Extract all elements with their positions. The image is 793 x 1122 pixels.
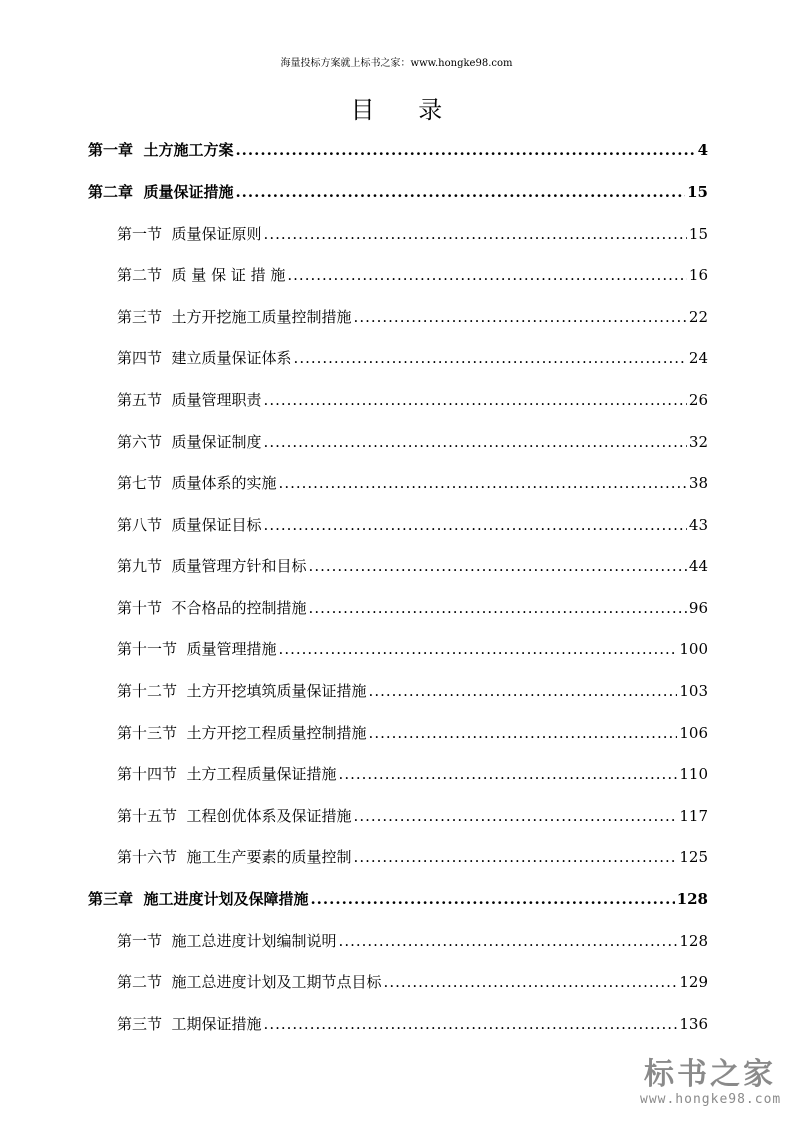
toc-label: 第十五节 工程创优体系及保证措施: [117, 807, 352, 825]
toc-entry-section[interactable]: [117, 929, 708, 953]
toc-leader-dots: [310, 887, 674, 911]
toc-leader-dots: [294, 346, 687, 370]
toc-leader-dots: [339, 929, 678, 953]
toc-label: 第一节 施工总进度计划编制说明: [117, 932, 337, 950]
toc-entry-section[interactable]: [117, 762, 708, 786]
toc-leader-dots: [309, 554, 687, 578]
watermark-url: www.hongke98.com: [640, 1092, 782, 1107]
toc-label: 第四节 建立质量保证体系: [117, 349, 292, 367]
toc-entry-section[interactable]: [117, 471, 708, 495]
toc-page-number: 15: [688, 225, 708, 243]
toc-leader-dots: [309, 596, 687, 620]
toc-entry-section[interactable]: [117, 554, 708, 578]
toc-label: 第二章 质量保证措施: [88, 183, 234, 201]
toc-entry-section[interactable]: [117, 305, 708, 329]
toc-label: 第七节 质量体系的实施: [117, 474, 277, 492]
toc-label: 第十节 不合格品的控制措施: [117, 599, 307, 617]
toc-label: 第二节 施工总进度计划及工期节点目标: [117, 973, 382, 991]
page-header: 海量投标方案就上标书之家：www.hongke98.com: [280, 58, 513, 69]
toc-entry-section[interactable]: [117, 596, 708, 620]
toc-page-number: 117: [679, 807, 708, 825]
toc-page-number: 38: [688, 474, 708, 492]
toc-label: 第九节 质量管理方针和目标: [117, 557, 307, 575]
toc-leader-dots: [279, 471, 687, 495]
toc-entry-section[interactable]: [117, 1012, 708, 1036]
toc-label: 第十六节 施工生产要素的质量控制: [117, 848, 352, 866]
toc-page-number: 128: [679, 932, 708, 950]
toc-leader-dots: [354, 804, 678, 828]
toc-entry-section[interactable]: [117, 222, 708, 246]
toc-page-number: 16: [688, 266, 708, 284]
toc-entry-section[interactable]: [117, 388, 708, 412]
toc-label: 第一章 土方施工方案: [88, 141, 234, 159]
toc-entry-section[interactable]: [117, 346, 708, 370]
toc-leader-dots: [354, 845, 678, 869]
toc-leader-dots: [369, 721, 678, 745]
toc-entry-section[interactable]: [117, 845, 708, 869]
toc-page-number: 96: [688, 599, 708, 617]
toc-entry-section[interactable]: [117, 970, 708, 994]
toc-page-number: 44: [688, 557, 708, 575]
toc-leader-dots: [264, 513, 687, 537]
toc-page-number: 32: [688, 433, 708, 451]
toc-entry-section[interactable]: [117, 637, 708, 661]
toc-label: 第八节 质量保证目标: [117, 516, 262, 534]
toc-entry-chapter-2[interactable]: [88, 180, 708, 204]
toc-entry-section[interactable]: [117, 430, 708, 454]
toc-entry-chapter-3[interactable]: [88, 887, 708, 911]
toc-leader-dots: [264, 1012, 678, 1036]
watermark-logo: [640, 1058, 780, 1114]
toc-label: 第十一节 质量管理措施: [117, 640, 277, 658]
toc-page-number: 128: [676, 890, 708, 908]
toc-leader-dots: [264, 430, 687, 454]
toc-label: 第三节 工期保证措施: [117, 1015, 262, 1033]
toc-label: 第五节 质量管理职责: [117, 391, 262, 409]
toc-page-number: 22: [688, 308, 708, 326]
toc-entry-section[interactable]: [117, 513, 708, 537]
toc-leader-dots: [354, 305, 687, 329]
toc-label: 第十四节 土方工程质量保证措施: [117, 765, 337, 783]
toc-page-number: 125: [679, 848, 708, 866]
toc-entry-chapter-1[interactable]: [88, 138, 708, 162]
toc-page-number: 106: [679, 724, 708, 742]
toc-label: 第二节 质 量 保 证 措 施: [117, 266, 286, 284]
page-title: 目 录: [350, 96, 461, 124]
toc-entry-section[interactable]: [117, 679, 708, 703]
toc-page-number: 129: [679, 973, 708, 991]
toc-page-number: 43: [688, 516, 708, 534]
toc-page-number: 103: [679, 682, 708, 700]
toc-label: 第十三节 土方开挖工程质量控制措施: [117, 724, 367, 742]
toc-leader-dots: [339, 762, 678, 786]
toc-leader-dots: [264, 222, 687, 246]
toc-label: 第一节 质量保证原则: [117, 225, 262, 243]
toc-entry-section[interactable]: [117, 804, 708, 828]
toc-leader-dots: [235, 138, 695, 162]
toc-label: 第十二节 土方开挖填筑质量保证措施: [117, 682, 367, 700]
toc-entry-section[interactable]: [117, 721, 708, 745]
toc-page-number: 136: [679, 1015, 708, 1033]
toc-label: 第六节 质量保证制度: [117, 433, 262, 451]
toc-leader-dots: [369, 679, 678, 703]
toc-page-number: 4: [697, 141, 708, 159]
toc-page-number: 26: [688, 391, 708, 409]
toc-leader-dots: [279, 637, 678, 661]
toc-page-number: 24: [688, 349, 708, 367]
toc-label: 第三节 土方开挖施工质量控制措施: [117, 308, 352, 326]
toc-leader-dots: [287, 263, 687, 287]
toc-page-number: 110: [679, 765, 708, 783]
toc-leader-dots: [384, 970, 678, 994]
toc-entry-section[interactable]: [117, 263, 708, 287]
toc-page-number: 100: [679, 640, 708, 658]
watermark-main-text: 标书之家: [644, 1057, 776, 1092]
toc-leader-dots: [235, 180, 685, 204]
toc-leader-dots: [264, 388, 687, 412]
toc-label: 第三章 施工进度计划及保障措施: [88, 890, 309, 908]
toc-page-number: 15: [687, 183, 708, 201]
